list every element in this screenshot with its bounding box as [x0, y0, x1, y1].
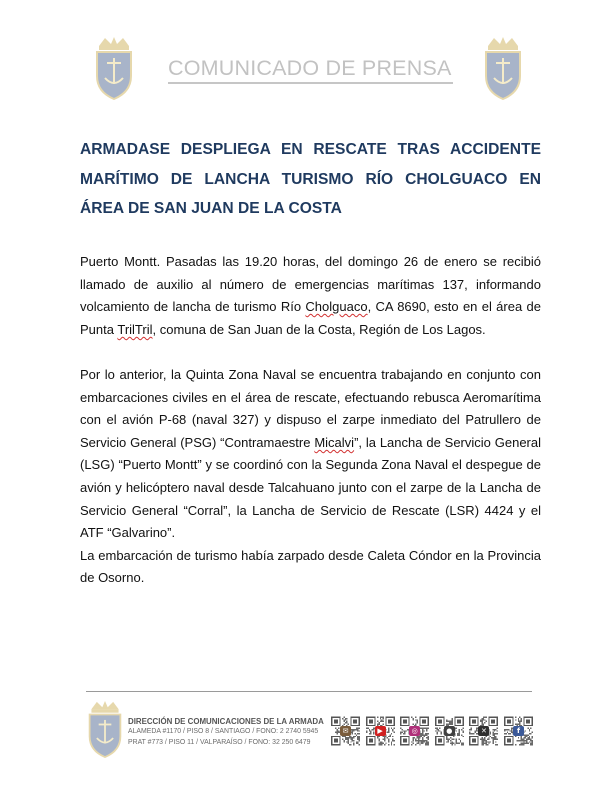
paragraph-3: La embarcación de turismo había zarpado desde Caleta Cóndor en la Provincia de Osorno. — [80, 547, 541, 586]
navy-crest-logo-right — [482, 36, 524, 100]
footer-organization: DIRECCIÓN DE COMUNICACIONES DE LA ARMADA — [128, 717, 324, 726]
youtube-icon: ▶ — [375, 726, 386, 736]
navy-crest-logo-left — [93, 36, 135, 100]
web-icon: ✉ — [340, 726, 351, 736]
press-release-heading: COMUNICADO DE PRENSA — [168, 56, 453, 84]
instagram-icon: ◎ — [409, 726, 420, 736]
facebook-icon: f — [513, 726, 524, 736]
paragraph-1 — [80, 251, 541, 341]
paragraph-2 — [80, 364, 541, 545]
paragraph-1-flagged-word-b: TrilTril — [117, 321, 153, 337]
article-headline: ARMADASE DESPLIEGA EN RESCATE TRAS ACCIDENTE MARÍTIMO DE LANCHA TURISMO RÍO CHOLGUACO EN ÁREA DE SAN JUAN DE LA COSTA — [80, 141, 541, 217]
paragraph-1-text-a: Puerto Montt. Pasadas las 19.20 horas, del domingo 26 de enero se recibió llamado de auxilio al número de emergencias marítimas 137, informando volcamiento de lancha de turismo Río — [80, 254, 541, 315]
qr-code-twitter[interactable] — [469, 716, 498, 746]
footer-address-santiago: ALAMEDA #1170 / PISO 8 / SANTIAGO / FONO: 2 2740 5945 — [128, 728, 319, 735]
qr-code-flickr[interactable] — [435, 716, 464, 746]
qr-code-web[interactable] — [331, 716, 360, 746]
article-body — [80, 251, 541, 590]
qr-code-facebook[interactable] — [504, 716, 533, 746]
qr-code-youtube[interactable] — [366, 716, 395, 746]
paragraph-2-text-a: Por lo anterior, la Quinta Zona Naval se encuentra trabajando en conjunto con embarcaciones civiles en el área de rescate, efectuando rebusca Aeromarítima con el avión P-68 (naval 327) y dispuso el zarpe inmediato del Patrullero de Servicio General (PSG) “Contramaestre — [80, 366, 541, 450]
footer-address-valparaiso: PRAT #773 / PISO 11 / VALPARAÍSO / FONO: 32 250 6479 — [128, 738, 311, 746]
paragraph-2-text-b: ”, la Lancha de Servicio General (LSG) “Puerto Montt” y se coordinó con la Segunda Zona Naval el despegue de avión y helicóptero naval desde Talcahuano junto con el zarpe de la Lancha de Servicio General “Corral”, la Lancha de Servicio de Rescate (LSR) 4424 y el ATF “Galvarino”. — [80, 434, 541, 541]
paragraph-1-text-b: , CA 8690, esto en el área de Punta — [80, 299, 541, 337]
footer-contact — [128, 716, 333, 748]
flickr-icon: ● — [444, 726, 455, 736]
paragraph-2-flagged-word: Micalvi — [314, 434, 355, 450]
footer-navy-crest-logo — [86, 700, 124, 758]
qr-code-instagram[interactable] — [400, 716, 429, 746]
twitter-icon: ✕ — [478, 726, 489, 736]
footer-divider — [86, 691, 532, 692]
paragraph-1-text-c: , comuna de San Juan de la Costa, Región de Los Lagos. — [152, 321, 486, 337]
paragraph-1-flagged-word-a: Cholguaco — [305, 299, 368, 315]
